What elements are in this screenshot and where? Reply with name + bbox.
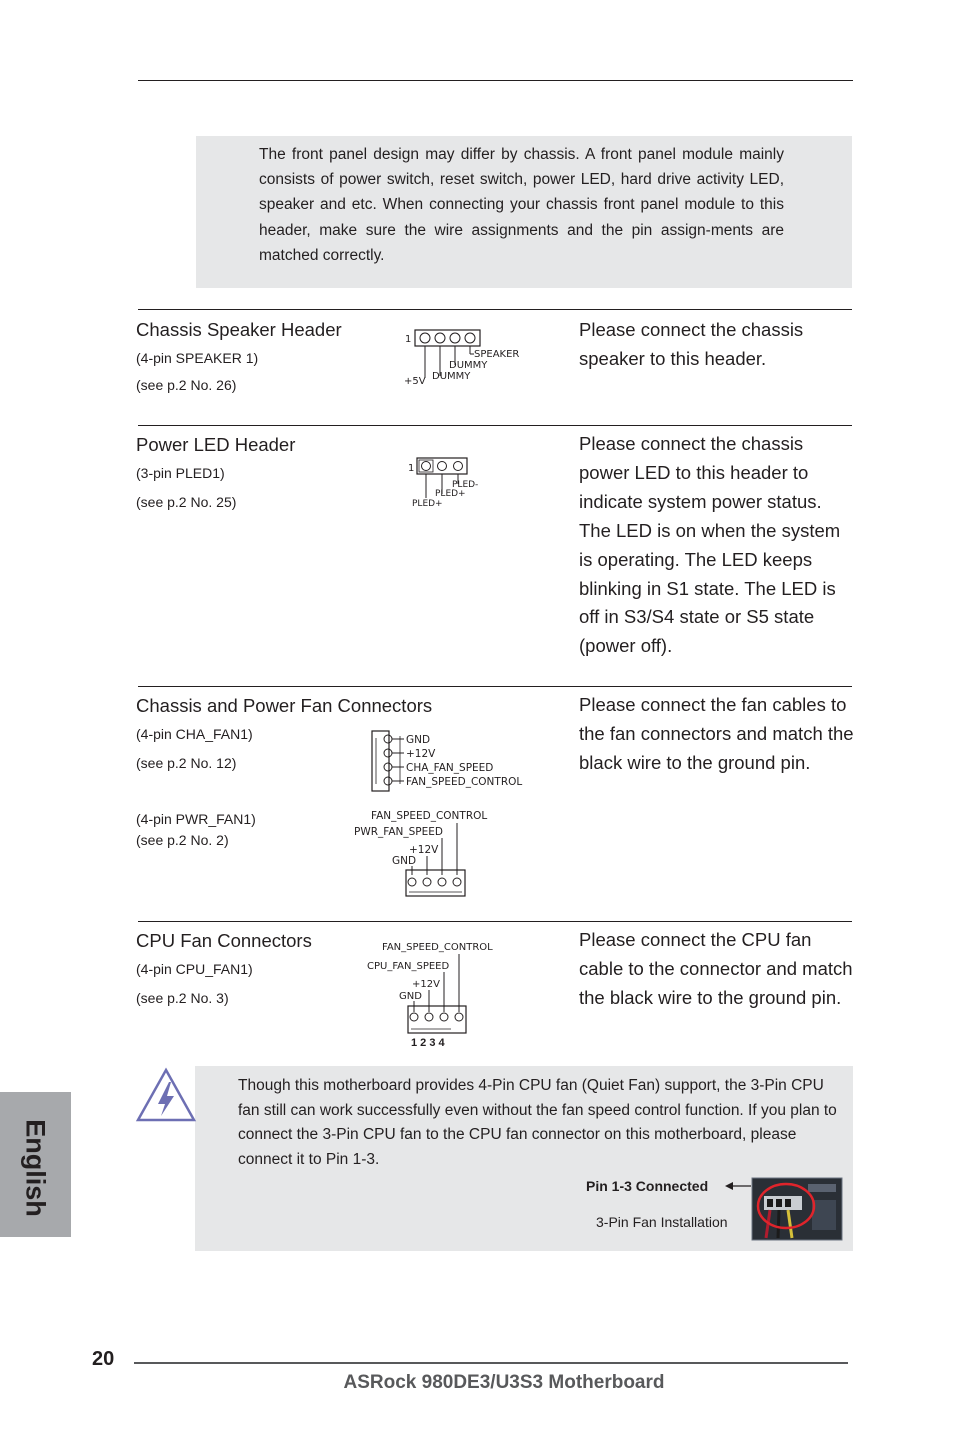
- plus5v-label: +5V: [404, 376, 426, 387]
- language-tab-label: English: [20, 1119, 51, 1217]
- cha-speed-label: CHA_FAN_SPEED: [406, 762, 494, 774]
- cha-fan-pin: (4-pin CHA_FAN1): [136, 726, 253, 742]
- pled-plus-label-2: PLED+: [412, 499, 443, 509]
- dummy1-label: DUMMY: [449, 360, 488, 371]
- pwr-fan-ref: (see p.2 No. 2): [136, 832, 229, 848]
- warning-triangle-icon: [134, 1066, 198, 1124]
- pled-plus-label-1: PLED+: [435, 489, 466, 499]
- speaker-title: Chassis Speaker Header: [136, 319, 342, 340]
- cpu-speed-label: CPU_FAN_SPEED: [367, 961, 450, 972]
- cpu-12v-label: +12V: [412, 979, 440, 990]
- cpu-fan-diagram: [365, 938, 515, 1050]
- speaker-ref: (see p.2 No. 26): [136, 377, 237, 393]
- speaker-header-diagram: [400, 326, 540, 390]
- pwr-gnd-label: GND: [392, 855, 417, 867]
- speaker-pin1-label: 1: [405, 334, 412, 345]
- dummy2-label: DUMMY: [432, 371, 471, 382]
- fans-title: Chassis and Power Fan Connectors: [136, 695, 433, 716]
- pled-minus-label: PLED-: [452, 480, 479, 490]
- power-led-pin: (3-pin PLED1): [136, 465, 225, 481]
- section-rule-speaker: [138, 309, 852, 310]
- cpu-gnd-label: GND: [399, 991, 422, 1002]
- front-panel-note: The front panel design may differ by chassis. A front panel module mainly consists of power switch, reset switch, power LED, hard drive activity LED, speaker and etc. When connecting your chassis front panel module to this header, make sure the wire assignments and the pin assign-ments are matched correctly.: [259, 146, 784, 264]
- warning-text: Though this motherboard provides 4-Pin CPU fan (Quiet Fan) support, the 3-Pin CPU fan still can work successfully even without the fan speed control function. If you plan to connect the 3-Pin CPU fan to the CPU fan connector on this motherboard, please connect it to Pin 1-3.: [238, 1077, 837, 1168]
- fans-desc: Please connect the fan cables to the fan connectors and match the black wire to the ground pin.: [579, 694, 854, 773]
- power-led-diagram: [406, 454, 496, 510]
- cha-control-label: FAN_SPEED_CONTROL: [406, 776, 523, 788]
- speaker-label: SPEAKER: [474, 349, 520, 360]
- pwr-12v-label: +12V: [409, 844, 439, 856]
- cha-gnd-label: GND: [406, 734, 431, 746]
- power-led-ref: (see p.2 No. 25): [136, 494, 237, 510]
- top-rule: [138, 80, 853, 81]
- cpu-fan-desc: Please connect the CPU fan cable to the connector and match the black wire to the ground pin.: [579, 929, 853, 1008]
- page-number: 20: [92, 1348, 115, 1370]
- cpu-pin-numbers: 1 2 3 4: [411, 1037, 445, 1049]
- fan-installation-label: 3-Pin Fan Installation: [596, 1214, 728, 1230]
- footer-rule: [134, 1362, 848, 1364]
- pwr-fan-pin: (4-pin PWR_FAN1): [136, 811, 256, 827]
- speaker-desc: Please connect the chassis speaker to this header.: [579, 319, 804, 369]
- cpu-fan-pin: (4-pin CPU_FAN1): [136, 961, 253, 977]
- power-led-title: Power LED Header: [136, 434, 296, 455]
- cha-fan-diagram: [370, 728, 545, 794]
- section-rule-fans: [138, 686, 852, 687]
- section-rule-cpu-fan: [138, 921, 852, 922]
- cpu-control-label: FAN_SPEED_CONTROL: [382, 942, 493, 953]
- cpu-fan-ref: (see p.2 No. 3): [136, 990, 229, 1006]
- pwr-control-label: FAN_SPEED_CONTROL: [371, 810, 488, 822]
- section-rule-power-led: [138, 425, 852, 426]
- pwr-speed-label: PWR_FAN_SPEED: [354, 826, 443, 838]
- power-led-desc: Please connect the chassis power LED to this header to indicate system power status. The LED is on when the system is operating. The LED keeps blinking in S1 state. The LED is off in S3/S4 state or S5 state (power off).: [579, 433, 841, 657]
- arrow-left-icon: [723, 1179, 753, 1193]
- cha-12v-label: +12V: [406, 748, 436, 760]
- footer-title: ASRock 980DE3/U3S3 Motherboard: [343, 1372, 665, 1393]
- pin-connected-label: Pin 1-3 Connected: [586, 1178, 709, 1194]
- speaker-pin: (4-pin SPEAKER 1): [136, 350, 259, 366]
- pwr-fan-diagram: [352, 806, 512, 902]
- cpu-fan-title: CPU Fan Connectors: [136, 930, 312, 951]
- pled-pin1-label: 1: [408, 463, 415, 474]
- fan-installation-photo: [752, 1178, 842, 1240]
- cha-fan-ref: (see p.2 No. 12): [136, 755, 237, 771]
